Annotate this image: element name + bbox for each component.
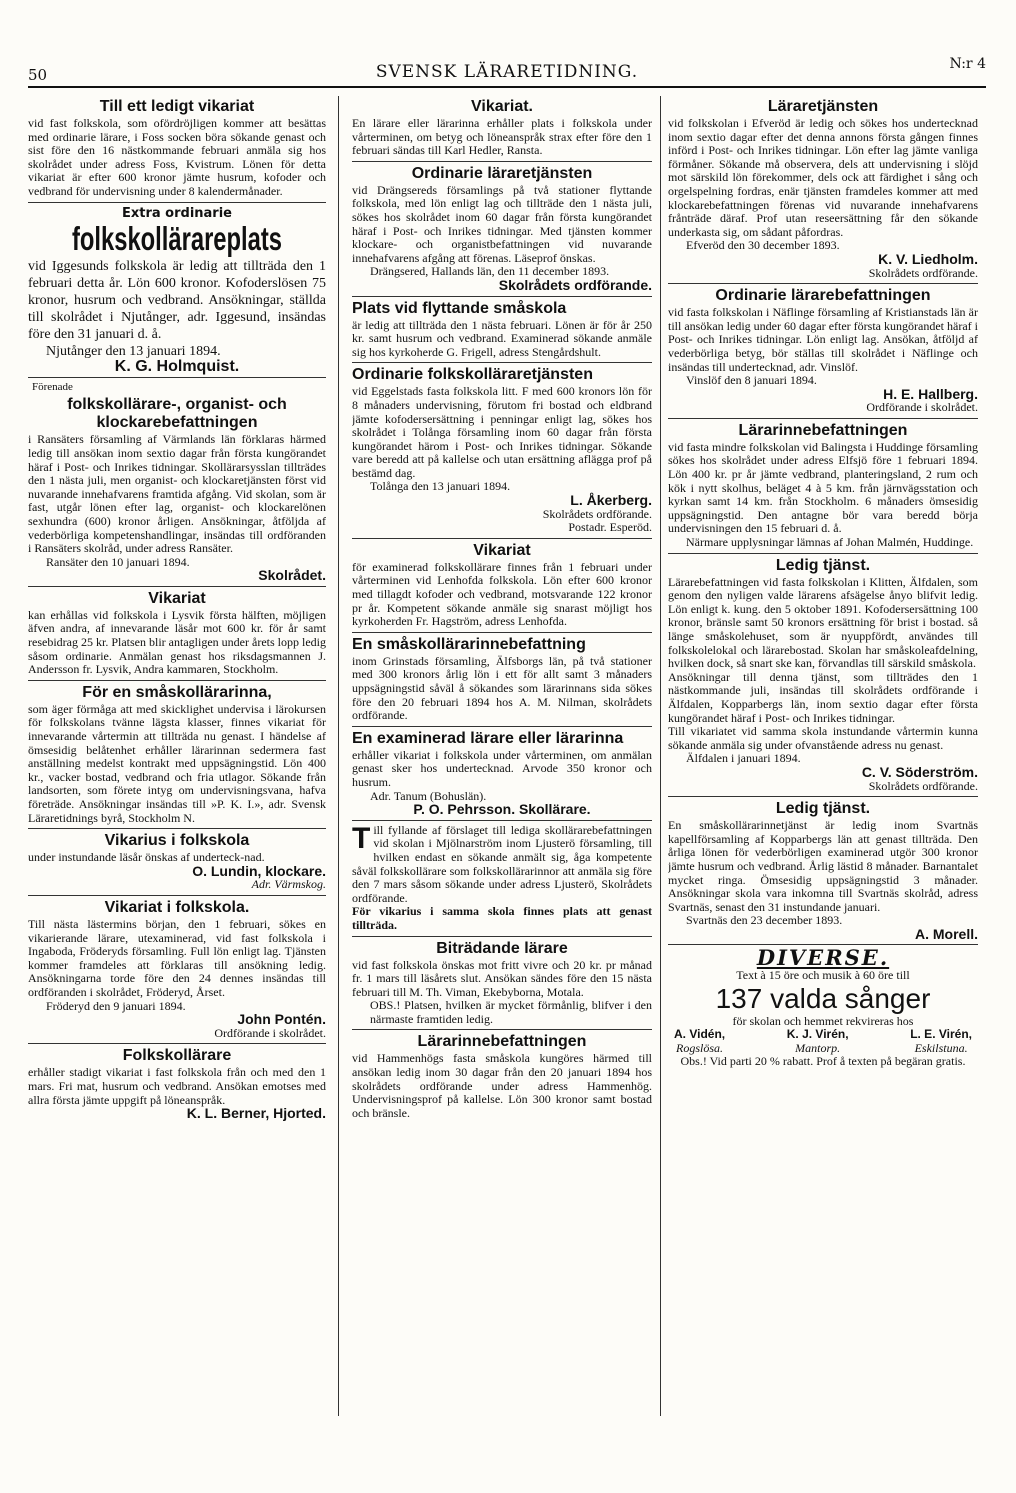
masthead <box>28 56 986 88</box>
publisher-name: A. Vidén, <box>674 1027 726 1042</box>
ad-title: Läraretjänsten <box>767 98 879 115</box>
publisher-place: Mantorp. <box>795 1040 841 1055</box>
ad <box>668 800 978 945</box>
ad-body: vid Drängsereds församlings på två stationer flyttande folkskola, med lön enligt lag och tillträde den 1 nästa juli, sökes hos skolrådet inom 60 dagar från första kungörandet häraf i Post- och Inrikes tidningar. Med tjänsten kommer klockare- och organistbefattningen vid nuvarande innehafvarens afgång att förenas. Läseprof önskas. <box>352 182 652 265</box>
page-number: 50 <box>28 66 48 84</box>
ad-title: En småskollärarinnebefattning <box>352 635 586 653</box>
column-divider <box>660 96 661 1416</box>
signature: K. G. Holmquist. <box>114 358 240 376</box>
ad-title: Biträdande lärare <box>436 939 568 957</box>
diverse-line-1: Text à 15 öre och musik à 60 öre till <box>736 968 910 983</box>
ad-title: Ledig tjänst. <box>775 556 871 574</box>
publication-title: SVENSK LÄRARETIDNING. <box>375 62 639 82</box>
ad-title: Ordinarie läraretjänsten <box>411 164 593 182</box>
ad-body: i Ransäters församling af Värmlands län förklaras härmed ledig till ansökan inom sextio dagar från första kungörandet häraf i Post- och Inrikes tidningar. Skollärarsysslan tillträdes den 1 nästa juli, men organist- och klockaretjänsten först vid nuvarande innehafvarens framtida afgång. Vid skolan, som är fast, utgår lönen efter lag, organist- och klockarelönen sexhundra (600) kronor årligen. Ansökningar, åtföljda af vederbörliga kompetenshandlingar, insändas till ordföranden i Ransäters skolråd, under adress Ransäter. <box>28 432 326 556</box>
ad-extra: För vikarius i samma skola finnes plats att genast tillträda. <box>352 904 652 932</box>
ad-body: inom Grinstads församling, Älfsborgs län, på två stationer med 300 kronors årlig lön i ett för allt samt 3 månaders uppsägningstid såväl å sökandes som lärarinnans sida sökes före den 20 februari 1894 hos A. M. Nilman, skolrådets ordförande. <box>352 653 652 723</box>
ad-body: erhåller stadigt vikariat i fast folkskola från och med den 1 mars. Fri mat, husrum och vedbrand. Ansökan emotses med allra första jämte uppgift på löneanspråk. <box>28 1065 326 1107</box>
signature: K. V. Liedholm. <box>878 250 978 267</box>
ad-body: Lärarebefattningen vid fasta folkskolan i Klitten, Älfdalen, som genom den nyligen valde lärarens afsägelse ånyo blifvit ledig. Lön enligt k. kung. den 5 oktober 1891. Kofodersersättning 100 kronor, bränsle samt 50 kronors ersättning för brist i bostad. så länge småskolehuset, som är nyuppfördt, användes till folkskolelokal och lärarebostad. Skolan har småskoleafdelning, hvilken dock, så snart ske kan, förvandlas till särskild småskola. <box>668 574 978 671</box>
ad-body: vid Eggelstads fasta folkskola litt. F med 600 kronors lön för 8 månaders undervisning, förutom fri bostad och eldbrand jämte kofodersersättning i penningar enligt lag, sökes hos skolrådet i Tolånga församling inom 60 dagar från första kungörandet härom i Post- och Inrikes tidningar. Sökande vare beredd att på kallelse och utan ersättning aflägga prof på bestämd dag. <box>352 384 652 480</box>
ad-body: Till nästa lästermins början, den 1 februari, sökes en vikarierande lärare, utexaminerad, vid fast folkskola i Ingaboda, Fröderyds församling. Full lön enligt lag. Tjänsten kommer framdeles att förklaras till ansökning ledig. Ansökningarna torde före den 24 dennes insändas till ordföranden i skolrådet, Fröderyd, Årset. <box>28 916 326 999</box>
ad-body-2: Ansökningar till denna tjänst, som tillträdes den 1 nästkommande juli, insändas till skolrådets ordförande i Älfdalen, Kopparbergs län, inom sextio dagar efter första kungörandet häraf i Post- och Inrikes tidningar. <box>668 669 978 725</box>
ad <box>28 684 326 829</box>
address: Postadr. Esperöd. <box>568 520 652 535</box>
ad <box>668 557 978 798</box>
ad-body: för examinerad folkskollärare finnes från 1 februari under vårterminen vid Lenhofda folkskola. Lön efter 600 kronor med tillagdt kofoder och vedbrand, motsvarande 122 kronor pr år. Kompetent sökande anmäle sig snarast möjligt hos kyrkoherden Fr. Hagström, adress Lenhofda. <box>352 559 652 629</box>
place-date: Efveröd den 30 december 1893. <box>686 238 840 253</box>
ad <box>28 832 326 896</box>
issue-number: N:r 4 <box>949 56 986 72</box>
ad <box>28 590 326 681</box>
ad <box>352 542 652 633</box>
dropcap: T <box>352 821 371 855</box>
ad-body: under instundande läsår önskas af underteck-nad. <box>28 850 265 865</box>
place-date: Vinslöf den 8 januari 1894. <box>686 373 817 388</box>
place-date: Fröderyd den 9 januari 1894. <box>46 998 186 1013</box>
ad <box>352 940 652 1031</box>
ad <box>352 1033 652 1123</box>
ad-pretitle: Förenade <box>32 380 73 393</box>
ad-note: OBS.! Platsen, hvilken är mycket förmånlig, blifver i den närmaste framtiden ledig. <box>370 998 652 1026</box>
signature: L. Åkerberg. <box>570 492 652 509</box>
ad-title: Vikariat <box>473 541 531 559</box>
role: Ordförande i skolrådet. <box>866 400 978 415</box>
ad-title: Plats vid flyttande småskola <box>352 299 567 317</box>
publisher <box>674 1028 725 1055</box>
ad-subtitle: Extra ordinarie <box>121 205 232 221</box>
signature: O. Lundin, klockare. <box>192 862 326 879</box>
ad-title: Ordinarie lärarebefattningen <box>715 287 931 305</box>
place-date: Ransäter den 10 januari 1894. <box>46 554 190 569</box>
signature: John Pontén. <box>237 1011 326 1028</box>
ad-title: Vikariat. <box>471 98 533 115</box>
ad-body: vid Hammenhögs fasta småskola kungöres härmed till ansökan ledig inom 30 dagar från den 20 januari 1894 hos skolrådets ordförande under adress Hammenhög. Undervisningsprof på kallelse. Lön 300 kronor samt bostad och bränsle. <box>352 1051 652 1120</box>
place-date: Njutånger den 13 januari 1894. <box>46 344 221 360</box>
signature: C. V. Söderström. <box>861 763 978 780</box>
ad-body: ill fyllande af förslaget till lediga skollärarebefattningen vid skolan i Mjölnarström inom Ljusterö församling, till hvilken endast en sökande anmält sig, åga kompetente såväl folkskollärare som folkskollärarinnor att anmäla sig före den 7 mars såsom sökande under adress Ljusterö, Skolrådets ordförande. <box>352 822 652 905</box>
ad <box>352 165 652 297</box>
ad <box>28 381 326 587</box>
ad <box>668 422 978 554</box>
signature: H. E. Hallberg. <box>883 385 978 402</box>
ad <box>668 98 978 284</box>
ad <box>352 366 652 539</box>
column-1 <box>28 96 326 1436</box>
publisher-place: Eskilstuna. <box>914 1040 968 1055</box>
place-date: Tolånga den 13 januari 1894. <box>370 479 511 494</box>
ad-title: Lärarinnebefattningen <box>738 421 908 439</box>
ad-body: En lärare eller lärarinna erhåller plats i folkskola under vårterminen, om betyg och löneanspråk strax efter före den 1 februari sändas till Karl Hedler, Ransta. <box>352 116 652 158</box>
ad <box>28 98 326 203</box>
ad <box>28 899 326 1044</box>
signature: Skolrådet. <box>258 567 326 584</box>
ad-body: är ledig att tillträda den 1 nästa februari. Lönen är för år 250 kr. samt husrum och vedbrand. Examinerad sökande anmäle sig hos kyrkoherde G. Frigell, adress Stengårdshult. <box>352 317 652 359</box>
ad-title: Vikariat i folkskola. <box>104 898 250 916</box>
ad-extra: Närmare upplysningar lämnas af Johan Malmén, Huddinge. <box>686 535 974 550</box>
place-date: Älfdalen i januari 1894. <box>686 751 801 766</box>
ad <box>668 287 978 419</box>
ad <box>28 207 326 378</box>
diverse-note: Obs.! Vid parti 20 % rabatt. Prof å texten på begäran gratis. <box>680 1054 966 1069</box>
section-title: DIVERSE. <box>756 945 890 971</box>
publisher-place: Rogslösa. <box>676 1040 724 1055</box>
ad-title: Ordinarie folkskolläraretjänsten <box>352 366 593 384</box>
ad-body: vid Iggesunds folkskola är ledig att tillträda den 1 februari detta år. Lön 600 kronor. Kofoderslösen 75 kronor, husrum och vedbrand. Ansökningar, ställda till skolrådet i Njutånger, adr. Iggesund, insändas före den 31 januari d. å. <box>28 259 326 343</box>
address: Adr. Tanum (Bohuslän). <box>370 788 487 803</box>
diverse-line-2: för skolan och hemmet rekvireras hos <box>732 1013 914 1028</box>
publisher-list <box>668 1028 978 1055</box>
signature: P. O. Pehrsson. Skollärare. <box>413 801 591 818</box>
ad-title: folkskollärare-, organist- och klockarebefattningen <box>67 396 287 432</box>
role: Skolrådets ordförande. <box>868 778 978 793</box>
publisher <box>787 1028 849 1055</box>
place-date: Drängsered, Hallands län, den 11 december 1893. <box>370 264 610 279</box>
publisher-name: K. J. Virén, <box>786 1027 849 1042</box>
ad <box>352 636 652 727</box>
column-divider <box>338 96 339 1416</box>
ad-title: folkskollärareplats <box>72 220 282 258</box>
ad <box>28 1047 326 1123</box>
ad-body-3: Till vikariatet vid samma skola instundande vårtermin kunna sökande anmäla sig under ofvanstående adress nu genast. <box>668 724 978 752</box>
role: Ordförande i skolrådet. <box>214 1025 326 1040</box>
ad-title: Folkskollärare <box>122 1047 232 1065</box>
role: Skolrådets ordförande. <box>542 506 652 521</box>
ad-title: Till ett ledigt vikariat <box>99 98 255 115</box>
ad-title: Ledig tjänst. <box>775 800 871 818</box>
ad <box>352 730 652 821</box>
songs-title: 137 valda sånger <box>715 982 931 1014</box>
ad <box>352 821 652 937</box>
signature: Skolrådets ordförande. <box>498 276 652 293</box>
ad-body: En småskollärarinnetjänst är ledig inom Svartnäs kapellförsamling af Kopparbergs län att genast tillträda. Den årliga lönen för vederbörligen examinerad utgör 300 kronor jämte husrum och vedbrand. Årlig lästid 8 månader. Barnantalet mycket ringa. Ömsesidig uppsägningstid 3 månader. Ansökningar skola vara inkomna till Svartnäs skolråd, adress Svartnäs, senast den 31 instundande januari. <box>668 818 978 914</box>
column-3 <box>668 96 978 1436</box>
ad <box>352 300 652 364</box>
place-date: Svartnäs den 23 december 1893. <box>686 913 843 928</box>
publisher-name: L. E. Virén, <box>910 1027 972 1042</box>
ad <box>352 98 652 162</box>
ad-title: Vikariat <box>148 589 206 607</box>
ad-body: vid fast folkskola önskas mot fritt vivre och 20 kr. pr månad fr. 1 mars till läsårets slut. Ansökan sändes före den 15 nästa februari till M. Th. Viman, Ekebyborna, Motala. <box>352 957 652 999</box>
ad-body: kan erhållas vid folkskola i Lysvik första hälften, möjligen äfven andra, af innevarande läsår mot 600 kr. för år samt resebidrag 25 kr. Platsen blir antagligen under årets lopp ledig såsom ordinarie. Anmälan genast hos riksdagsmannen J. Andersson fr. Lysvik, Andra kammaren, Stockholm. <box>28 607 326 677</box>
ad-body: vid fasta folkskolan i Näflinge församling af Kristianstads län är till ansökan ledig under 60 dagar efter första kungörandet häraf i Post- och Inrikes tidningar. Lön enligt lag. Ansökan, åtföljd af vederbörliga betyg, bör ställas till skolrådet i Näflinge och insändas till undertecknad, adr. Vinslöf. <box>668 305 978 374</box>
ad-body: vid folkskolan i Efveröd är ledig och sökes hos undertecknad inom sextio dagar efter det denna annons första gången finnes införd i Post- och Inrikes tidningar. Lön efter lag jämte vanliga förmåner. Sökande må observera, dels att undervisning i slöjd mot särskild lön förekommer, dels ock att färdighet i sång och orgelspelning fordras, enär tjänsten framdeles kommer att med klockarebefattningen förenas vid nuvarande innehafvarens frånträde däraf. Prof utan reseersättning får den sökande underkasta sig, om sådant påfordras. <box>668 116 978 239</box>
ad-body: erhåller vikariat i folkskola under vårterminen, om anmälan genast sker hos undertecknad. Arvode 350 kronor och husrum. <box>352 747 652 789</box>
signature: A. Morell. <box>914 925 978 942</box>
publisher <box>910 1028 972 1055</box>
ad-title: En examinerad lärare eller lärarinna <box>352 729 624 747</box>
ad-body: vid fast folkskola, som ofördröjligen kommer att besättas med ordinarie lärare, i Foss socken böra sökande genast och sist före den 16 nästkommande februari anmäla sig hos skolrådet under adress Foss, Kvistrum. Lönen för detta vikariat är efter 600 kronor jämte husrum, kofoder och vedbrand för undervisning under 8 kalendermånader. <box>28 116 326 198</box>
diverse-section <box>668 945 978 1072</box>
role: Skolrådets ordförande. <box>868 265 978 280</box>
ad-title: För en småskollärarinna, <box>82 683 272 701</box>
address: Adr. Värmskog. <box>251 877 326 892</box>
ad-title: Lärarinnebefattningen <box>417 1033 587 1051</box>
ad-title: Vikarius i folkskola <box>104 832 250 850</box>
signature: K. L. Berner, Hjorted. <box>186 1105 326 1122</box>
ad-body: vid fasta mindre folkskolan vid Balingsta i Huddinge församling sökes hos skolrådet under adress Elfsjö före 1 februari 1894. Lön 400 kr. pr år jämte vedbrand, planteringsland, 2 rum och kök i nytt skolhus, beläget 4 à 5 km. från järnvägsstation och kyrkan samt 14 km. från Stockholm. 6 månaders ömsesidig uppsägningstid. Den antagne bör vara beredd börja undervisningen den 15 februari d. å. <box>668 439 978 536</box>
column-2 <box>352 96 652 1436</box>
ad-body: som äger förmåga att med skicklighet undervisa i lärokursen för folkskolans tvänne lägsta klasser, finnes vikariat för innevarande vårtermin att tillträda nu genast. I händelse af ömsesidig belåtenhet erhåller lärarinnan sedermera fast anställning medelst kontrakt med uppsägningstid. Lön 400 kr., vacker bostad, vedbrand och fria utlagor. Sökande från landsorten, som förete intyg om undervisningsvana, hafva företräde. Ansökningar insändas till »P. K. I.», adr. Svensk Läraretidnings byrå, Stockholm N. <box>28 701 326 825</box>
